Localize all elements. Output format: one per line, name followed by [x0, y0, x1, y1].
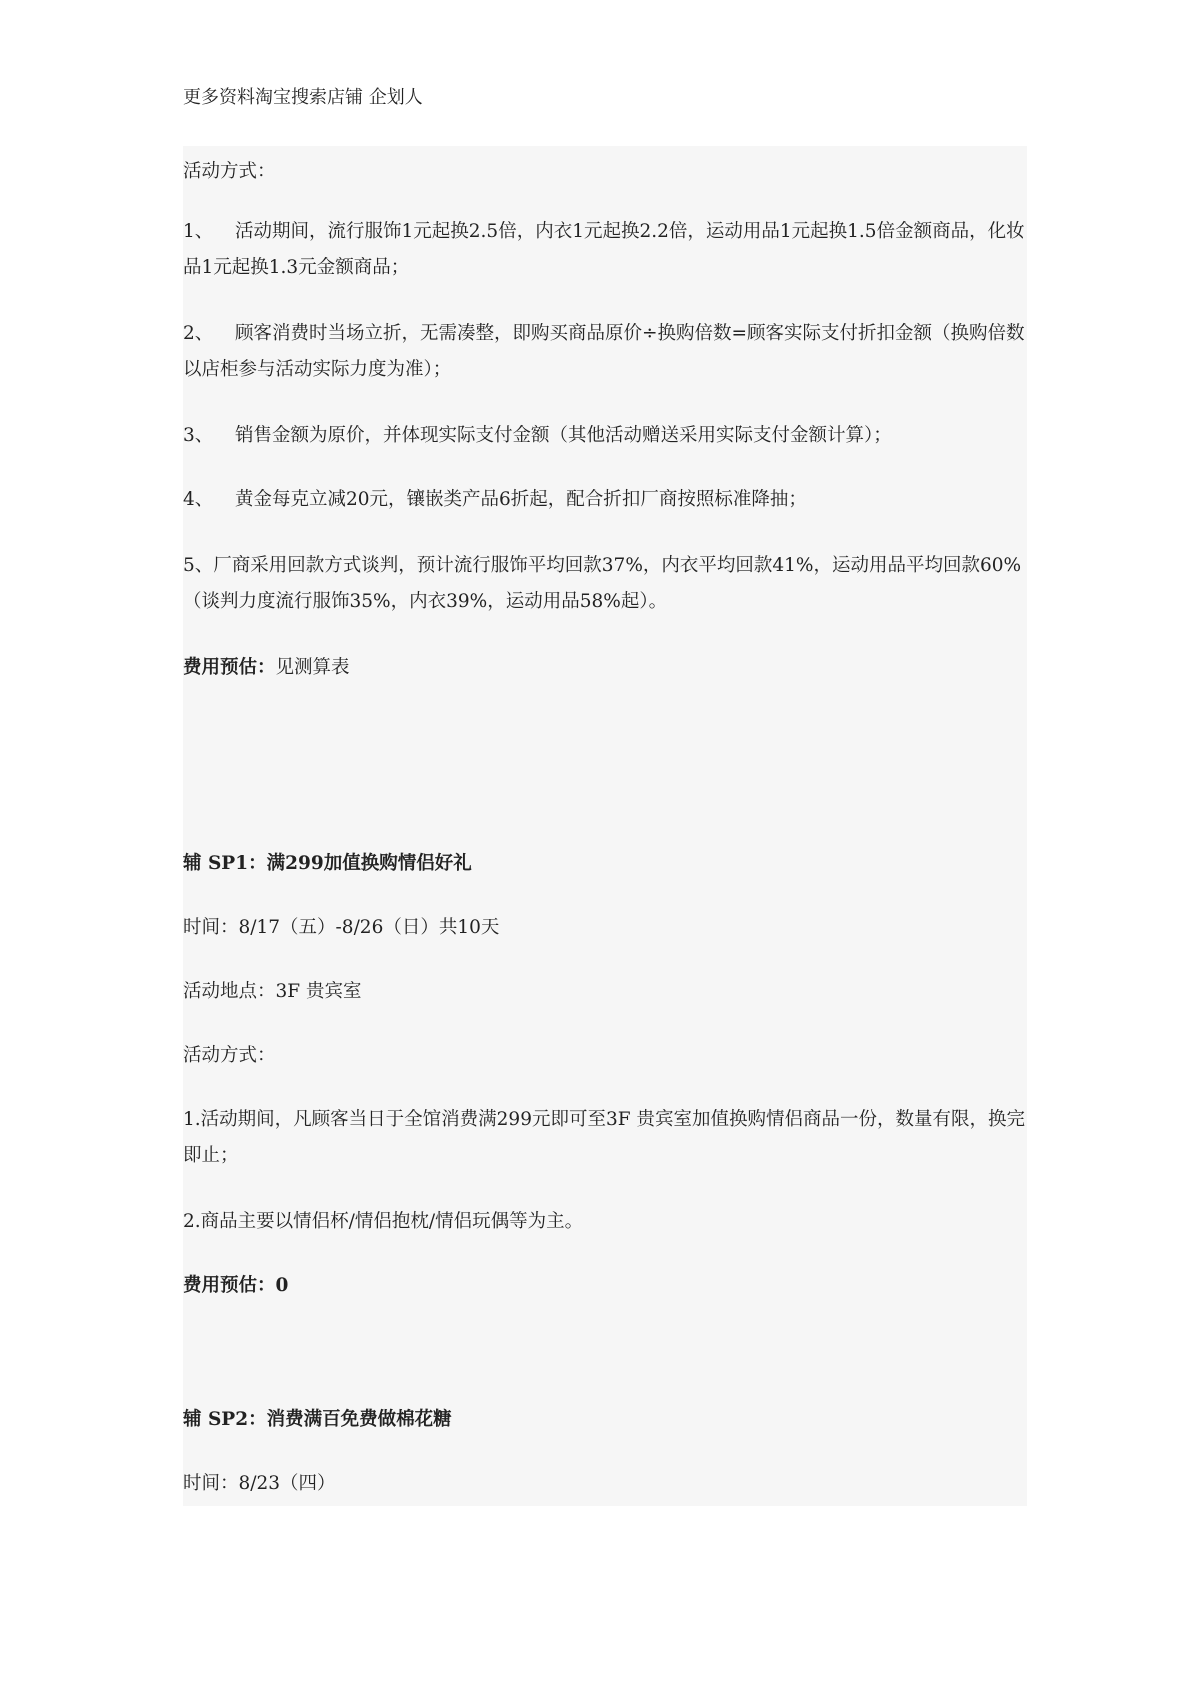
method-label: 活动方式：: [183, 161, 276, 182]
list-item-text: 活动期间，流行服饰1元起换2.5倍，内衣1元起换2.2倍，运动用品1元起换1.5倍金额商品，化妆品1元起换1.3元金额商品；: [183, 221, 1025, 278]
cost-value: 0: [275, 1275, 289, 1296]
list-item-text: 5、厂商采用回款方式谈判，预计流行服饰平均回款37%，内衣平均回款41%，运动用品平均回款60%（谈判力度流行服饰35%，内衣39%，运动用品58%起）。: [183, 555, 1022, 612]
sp1-list-item: 2.商品主要以情侣杯/情侣抱枕/情侣玩偶等为主。: [183, 1211, 584, 1232]
list-item: [183, 214, 1027, 286]
section-title-sp2: 辅 SP2：消费满百免费做棉花糖: [183, 1409, 452, 1430]
sp1-location: 活动地点：3F 贵宾室: [183, 981, 362, 1002]
list-item: [183, 418, 1027, 454]
page-header-note: 更多资料淘宝搜索店铺 企划人: [183, 87, 423, 108]
sp1-list-item: 1.活动期间，凡顾客当日于全馆消费满299元即可至3F 贵宾室加值换购情侣商品一份，数量有限，换完即止；: [183, 1109, 1025, 1166]
list-item-number: 2、: [183, 323, 214, 344]
list-item-number: 4、: [183, 489, 214, 510]
list-item: [183, 316, 1027, 388]
list-item: [183, 548, 1027, 620]
section-title-sp1: 辅 SP1：满299加值换购情侣好礼: [183, 853, 472, 874]
list-item: [183, 482, 1027, 518]
list-item-text: 销售金额为原价，并体现实际支付金额（其他活动赠送采用实际支付金额计算）；: [235, 425, 892, 446]
sp1-time: 时间：8/17（五）-8/26（日）共10天: [183, 917, 500, 938]
list-item-text: 黄金每克立减20元，镶嵌类产品6折起，配合折扣厂商按照标准降抽；: [235, 489, 807, 510]
cost-estimate: [183, 650, 1027, 686]
cost-label: 费用预估：: [183, 1275, 276, 1296]
sp1-method-label: 活动方式：: [183, 1045, 276, 1066]
sp2-time: 时间：8/23（四）: [183, 1473, 336, 1494]
sp1-cost-estimate: [183, 1268, 1027, 1304]
cost-value: 见测算表: [275, 657, 350, 678]
list-item-text: 顾客消费时当场立折，无需凑整，即购买商品原价÷换购倍数=顾客实际支付折扣金额（换购倍数以店柜参与活动实际力度为准）；: [183, 323, 1025, 380]
cost-label: 费用预估：: [183, 657, 276, 678]
list-item-number: 1、: [183, 221, 214, 242]
list-item-number: 3、: [183, 425, 214, 446]
